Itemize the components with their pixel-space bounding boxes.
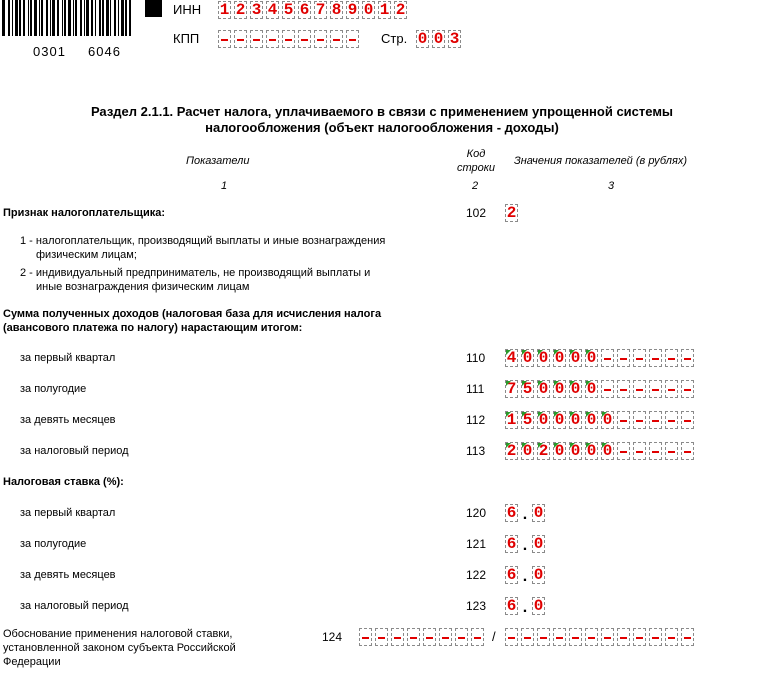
income-title-line1: Сумма полученных доходов (налоговая база для исчисления налога bbox=[3, 308, 382, 320]
input-cell[interactable] bbox=[681, 628, 694, 646]
input-cell[interactable] bbox=[633, 380, 646, 398]
input-cell[interactable] bbox=[537, 628, 550, 646]
taxpayer-option-2 bbox=[20, 266, 370, 294]
decimal-point: . bbox=[522, 568, 528, 585]
income-amount-field[interactable] bbox=[505, 349, 697, 367]
input-cell[interactable] bbox=[601, 628, 614, 646]
input-cell[interactable] bbox=[617, 349, 630, 367]
input-cell[interactable] bbox=[633, 349, 646, 367]
input-cell[interactable] bbox=[569, 628, 582, 646]
input-cell[interactable]: 3 bbox=[449, 30, 460, 48]
rate-row-label: за налоговый период bbox=[20, 600, 129, 612]
input-cell[interactable]: 0 bbox=[522, 349, 533, 367]
rate-row-code: 123 bbox=[466, 599, 487, 613]
income-row-code: 110 bbox=[466, 351, 486, 365]
column-number-1: 1 bbox=[221, 180, 228, 192]
input-cell[interactable] bbox=[375, 628, 388, 646]
input-cell[interactable]: 0 bbox=[417, 30, 428, 48]
kpp-label: КПП bbox=[173, 31, 200, 46]
input-cell[interactable] bbox=[633, 628, 646, 646]
input-cell[interactable] bbox=[471, 628, 484, 646]
input-cell[interactable] bbox=[681, 411, 694, 429]
input-cell[interactable]: 5 bbox=[522, 411, 533, 429]
section-title bbox=[0, 104, 764, 136]
rate-basis-field-left[interactable] bbox=[359, 628, 487, 646]
input-cell[interactable]: 0 bbox=[586, 411, 597, 429]
input-cell[interactable]: 2 bbox=[395, 1, 406, 19]
input-cell[interactable] bbox=[617, 411, 630, 429]
input-cell[interactable]: 5 bbox=[522, 380, 533, 398]
input-cell[interactable]: 1 bbox=[379, 1, 390, 19]
input-cell[interactable]: 4 bbox=[506, 349, 517, 367]
input-cell[interactable]: 5 bbox=[283, 1, 294, 19]
income-row-code: 111 bbox=[466, 382, 485, 396]
rate-row-code: 122 bbox=[466, 568, 487, 582]
input-cell[interactable] bbox=[234, 30, 247, 48]
input-cell[interactable]: 0 bbox=[570, 380, 581, 398]
column-number-3: 3 bbox=[608, 180, 615, 192]
input-cell[interactable] bbox=[505, 628, 518, 646]
input-cell[interactable] bbox=[585, 628, 598, 646]
input-cell[interactable]: 0 bbox=[570, 411, 581, 429]
rate-row-label: за полугодие bbox=[20, 538, 87, 550]
input-cell[interactable]: 1 bbox=[219, 1, 230, 19]
input-cell[interactable] bbox=[218, 30, 231, 48]
input-cell[interactable]: 8 bbox=[331, 1, 342, 19]
decimal-point: . bbox=[522, 599, 528, 616]
taxpayer-option-2-line2: иные вознаграждения физическим лицам bbox=[36, 281, 250, 293]
input-cell[interactable] bbox=[665, 349, 678, 367]
taxpayer-sign-label: Признак налогоплательщика: bbox=[3, 207, 165, 219]
tax-rate-field[interactable] bbox=[505, 535, 548, 553]
input-cell[interactable]: 0 bbox=[538, 349, 549, 367]
input-cell[interactable] bbox=[649, 411, 662, 429]
rate-row-label: за первый квартал bbox=[20, 507, 116, 519]
input-cell[interactable] bbox=[266, 30, 279, 48]
input-cell[interactable] bbox=[282, 30, 295, 48]
inn-field[interactable] bbox=[218, 1, 410, 19]
input-cell[interactable]: 0 bbox=[554, 442, 565, 460]
input-cell[interactable]: 7 bbox=[506, 380, 517, 398]
page-number-field[interactable] bbox=[416, 30, 464, 48]
input-cell[interactable] bbox=[391, 628, 404, 646]
input-cell[interactable]: 0 bbox=[522, 442, 533, 460]
column-header-code bbox=[454, 147, 498, 175]
input-cell[interactable]: 0 bbox=[533, 597, 544, 615]
input-cell[interactable]: 0 bbox=[533, 535, 544, 553]
barcode-number-right: 6046 bbox=[88, 44, 121, 59]
input-cell[interactable] bbox=[314, 30, 327, 48]
corner-marker bbox=[145, 0, 162, 17]
input-cell[interactable]: 6 bbox=[299, 1, 310, 19]
column-header-values: Значения показателей (в рублях) bbox=[514, 155, 688, 167]
input-cell[interactable] bbox=[681, 380, 694, 398]
input-cell[interactable]: 0 bbox=[538, 380, 549, 398]
rate-basis-field-right[interactable] bbox=[505, 628, 697, 646]
input-cell[interactable]: 6 bbox=[506, 504, 517, 522]
input-cell[interactable] bbox=[250, 30, 263, 48]
barcode-number-left: 0301 bbox=[33, 44, 66, 59]
taxpayer-option-1-line1: 1 - налогоплательщик, производящий выплаты и иные вознаграждения bbox=[20, 235, 386, 247]
input-cell[interactable]: 4 bbox=[267, 1, 278, 19]
input-cell[interactable] bbox=[439, 628, 452, 646]
input-cell[interactable]: 1 bbox=[506, 411, 517, 429]
input-cell[interactable]: 0 bbox=[533, 504, 544, 522]
taxpayer-option-1 bbox=[20, 234, 385, 262]
tax-rate-field[interactable] bbox=[505, 504, 548, 522]
input-cell[interactable]: 0 bbox=[602, 442, 613, 460]
rate-basis-line3: Федерации bbox=[3, 656, 61, 668]
income-row-label: за налоговый период bbox=[20, 445, 129, 457]
input-cell[interactable] bbox=[617, 380, 630, 398]
tax-rate-field[interactable] bbox=[505, 597, 548, 615]
input-cell[interactable] bbox=[633, 411, 646, 429]
income-row-label: за полугодие bbox=[20, 383, 87, 395]
input-cell[interactable] bbox=[553, 628, 566, 646]
rate-basis-slash: / bbox=[492, 629, 496, 644]
input-cell[interactable] bbox=[681, 349, 694, 367]
taxpayer-sign-code: 102 bbox=[466, 206, 487, 220]
column-header-code-line2: строки bbox=[456, 162, 496, 174]
rate-basis-code: 124 bbox=[322, 630, 343, 644]
input-cell[interactable]: 0 bbox=[570, 349, 581, 367]
input-cell[interactable] bbox=[665, 380, 678, 398]
income-amount-field[interactable] bbox=[505, 380, 697, 398]
input-cell[interactable]: 0 bbox=[586, 349, 597, 367]
section-title-line2: налогообложения (объект налогообложения - доходы) bbox=[205, 120, 559, 135]
input-cell[interactable]: 6 bbox=[506, 597, 517, 615]
input-cell[interactable]: 0 bbox=[433, 30, 444, 48]
income-row-label: за девять месяцев bbox=[20, 414, 116, 426]
income-row-code: 113 bbox=[466, 444, 486, 458]
input-cell[interactable] bbox=[601, 349, 614, 367]
input-cell[interactable]: 0 bbox=[533, 566, 544, 584]
input-cell[interactable]: 0 bbox=[554, 380, 565, 398]
rate-row-code: 120 bbox=[466, 506, 487, 520]
income-row-label: за первый квартал bbox=[20, 352, 116, 364]
rate-title: Налоговая ставка (%): bbox=[3, 476, 124, 488]
inn-label: ИНН bbox=[173, 2, 202, 17]
input-cell[interactable]: 0 bbox=[363, 1, 374, 19]
input-cell[interactable] bbox=[407, 628, 420, 646]
decimal-point: . bbox=[522, 537, 528, 554]
input-cell[interactable] bbox=[665, 442, 678, 460]
income-amount-field[interactable] bbox=[505, 442, 697, 460]
input-cell[interactable]: 0 bbox=[570, 442, 581, 460]
input-cell[interactable] bbox=[423, 628, 436, 646]
input-cell[interactable] bbox=[617, 442, 630, 460]
input-cell[interactable] bbox=[346, 30, 359, 48]
taxpayer-option-2-line1: 2 - индивидуальный предприниматель, не производящий выплаты и bbox=[20, 267, 371, 279]
input-cell[interactable]: 2 bbox=[506, 204, 517, 222]
input-cell[interactable]: 2 bbox=[235, 1, 246, 19]
input-cell[interactable]: 0 bbox=[602, 411, 613, 429]
input-cell[interactable] bbox=[665, 628, 678, 646]
input-cell[interactable] bbox=[681, 442, 694, 460]
taxpayer-sign-field[interactable] bbox=[505, 204, 521, 222]
input-cell[interactable] bbox=[455, 628, 468, 646]
input-cell[interactable]: 0 bbox=[554, 411, 565, 429]
input-cell[interactable] bbox=[649, 349, 662, 367]
barcode bbox=[0, 0, 134, 36]
input-cell[interactable] bbox=[298, 30, 311, 48]
input-cell[interactable] bbox=[601, 380, 614, 398]
column-number-2: 2 bbox=[472, 180, 479, 192]
input-cell[interactable] bbox=[649, 380, 662, 398]
section-title-line1: Раздел 2.1.1. Расчет налога, уплачиваемого в связи с применением упрощенной системы bbox=[90, 104, 674, 119]
input-cell[interactable]: 2 bbox=[538, 442, 549, 460]
tax-rate-field[interactable] bbox=[505, 566, 548, 584]
income-amount-field[interactable] bbox=[505, 411, 697, 429]
rate-basis-line1: Обоснование применения налоговой ставки, bbox=[3, 628, 233, 640]
input-cell[interactable] bbox=[521, 628, 534, 646]
input-cell[interactable] bbox=[617, 628, 630, 646]
input-cell[interactable] bbox=[330, 30, 343, 48]
rate-basis-line2: установленной законом субъекта Российской bbox=[3, 642, 236, 654]
input-cell[interactable]: 7 bbox=[315, 1, 326, 19]
income-row-code: 112 bbox=[466, 413, 486, 427]
input-cell[interactable]: 6 bbox=[506, 566, 517, 584]
input-cell[interactable]: 0 bbox=[586, 442, 597, 460]
rate-basis-label bbox=[3, 627, 236, 669]
kpp-field[interactable] bbox=[218, 30, 362, 48]
taxpayer-option-1-line2: физическим лицам; bbox=[36, 249, 137, 261]
input-cell[interactable]: 0 bbox=[538, 411, 549, 429]
input-cell[interactable]: 9 bbox=[347, 1, 358, 19]
income-title-line2: (авансового платежа по налогу) нарастающим итогом: bbox=[3, 322, 303, 334]
input-cell[interactable]: 2 bbox=[506, 442, 517, 460]
column-header-code-line1: Код bbox=[466, 148, 486, 160]
rate-row-label: за девять месяцев bbox=[20, 569, 116, 581]
decimal-point: . bbox=[522, 506, 528, 523]
input-cell[interactable] bbox=[633, 442, 646, 460]
input-cell[interactable]: 6 bbox=[506, 535, 517, 553]
input-cell[interactable] bbox=[649, 442, 662, 460]
input-cell[interactable] bbox=[359, 628, 372, 646]
column-header-indicators: Показатели bbox=[186, 155, 250, 167]
input-cell[interactable]: 3 bbox=[251, 1, 262, 19]
input-cell[interactable]: 0 bbox=[586, 380, 597, 398]
input-cell[interactable] bbox=[665, 411, 678, 429]
input-cell[interactable]: 0 bbox=[554, 349, 565, 367]
income-title bbox=[3, 307, 381, 335]
page-label: Стр. bbox=[381, 31, 408, 46]
input-cell[interactable] bbox=[649, 628, 662, 646]
rate-row-code: 121 bbox=[466, 537, 487, 551]
